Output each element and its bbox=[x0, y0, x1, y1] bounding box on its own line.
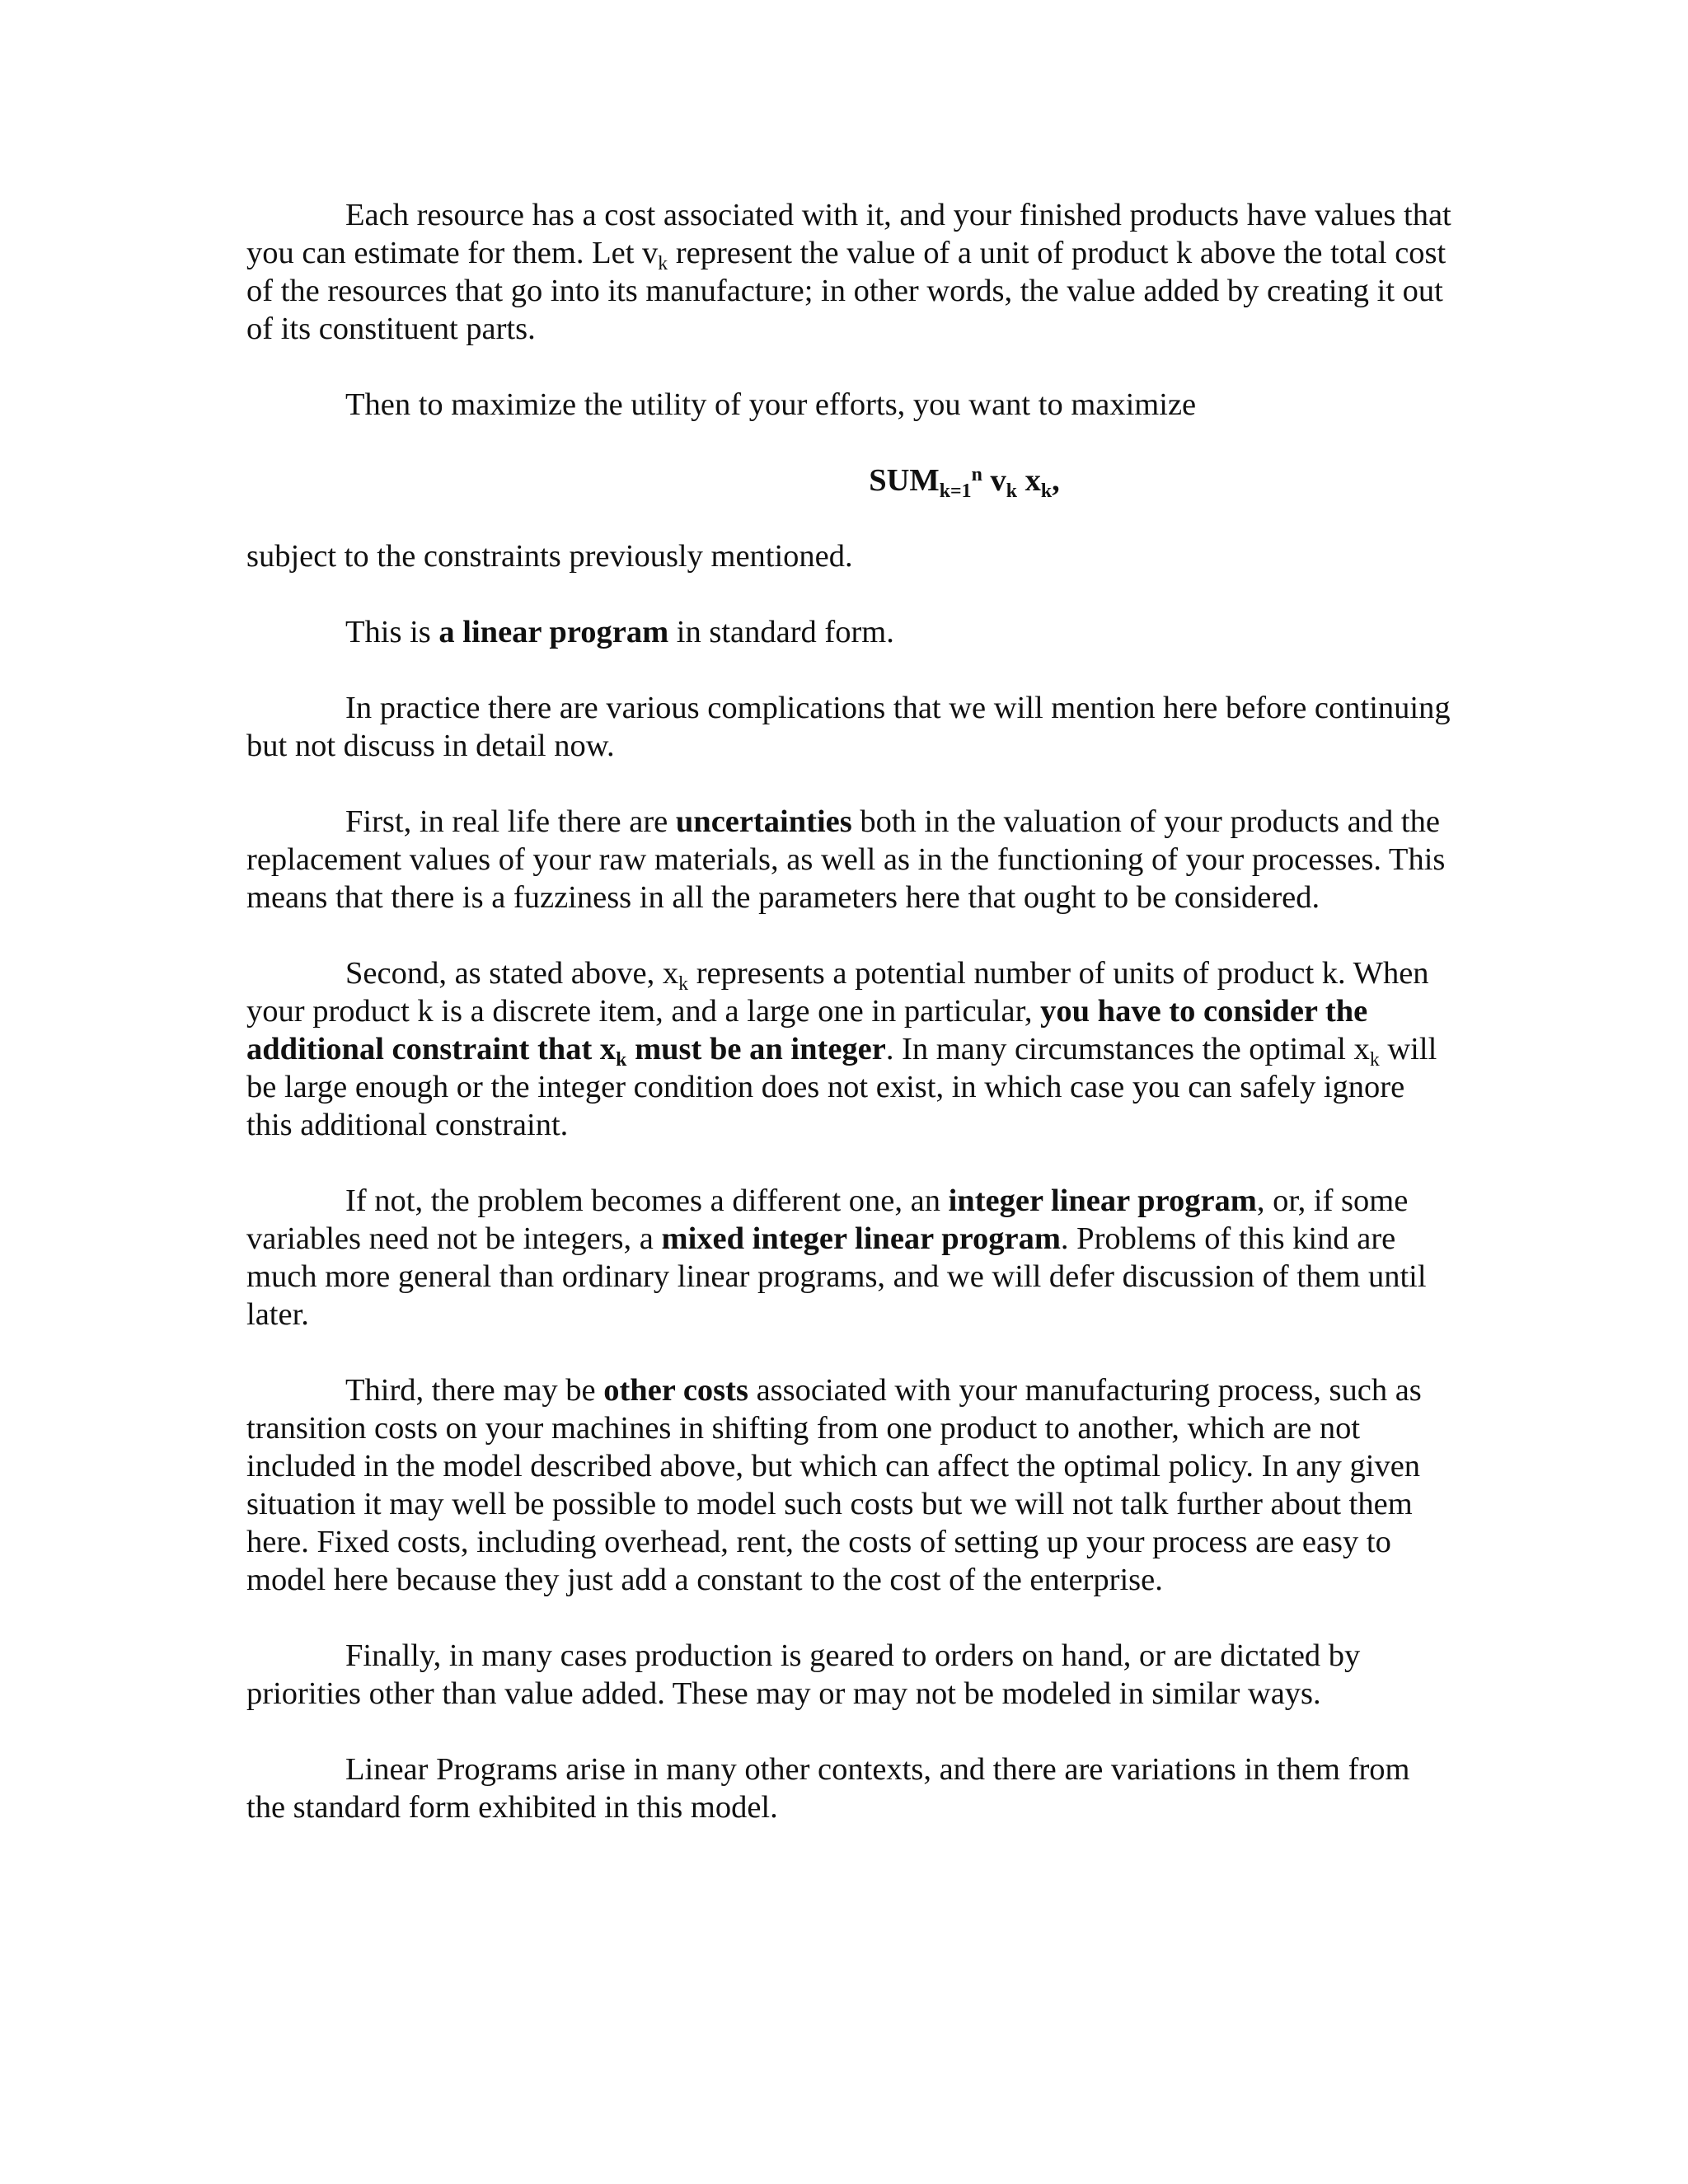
subscript: k bbox=[658, 252, 668, 274]
formula-comma: , bbox=[1052, 463, 1060, 498]
text: First, in real life there are bbox=[345, 804, 676, 839]
text: , or, if some variables need not be integers, a bbox=[246, 1183, 1409, 1256]
text: In practice there are various complications that we will mention here before continuing but not discuss in detail now. bbox=[246, 691, 1451, 763]
text: both in the valuation of your products and the replacement values of your raw materials, as well as in the functioning of your processes. This means that there is a fuzziness in all the parameters here that ought to be considered. bbox=[246, 804, 1446, 915]
paragraph-maximize-intro bbox=[246, 386, 1451, 424]
objective-formula bbox=[246, 462, 1451, 502]
text: associated with your manufacturing process, such as transition costs on your machines in shifting from one product to another, which are not included in the model described above, but which can affect the optimal policy. In any given situation it may well be possible to model such costs but we will not talk further about them here. Fixed costs, including overhead, rent, the costs of setting up your process are easy to model here because they just add a constant to the cost of the enterprise. bbox=[246, 1373, 1422, 1597]
text: subject to the constraints previously mentioned. bbox=[246, 539, 853, 574]
text: represent the value of a unit of product k above the total cost of the resources that go into its manufacture; in other words, the value added by creating it out of its constituent parts. bbox=[246, 236, 1447, 346]
paragraph-integer-constraint bbox=[246, 954, 1451, 1144]
formula-sum-subscript: k=1 bbox=[939, 480, 972, 502]
formula-v: v bbox=[982, 463, 1006, 498]
text: Finally, in many cases production is geared to orders on hand, or are dictated by priorities other than value added. These may or may not be modeled in similar ways. bbox=[246, 1638, 1361, 1711]
text: . Problems of this kind are much more general than ordinary linear programs, and we will defer discussion of them until later. bbox=[246, 1221, 1427, 1332]
bold-term: integer linear program bbox=[948, 1183, 1257, 1218]
text: . In many circumstances the optimal x bbox=[885, 1032, 1370, 1066]
paragraph-other-costs bbox=[246, 1371, 1451, 1599]
paragraph-linear-program bbox=[246, 613, 1451, 651]
text: Second, as stated above, x bbox=[345, 956, 679, 991]
text: Linear Programs arise in many other contexts, and there are variations in them from the standard form exhibited in this model. bbox=[246, 1752, 1410, 1825]
bold-term: uncertainties bbox=[675, 804, 852, 839]
paragraph-integer-program bbox=[246, 1182, 1451, 1333]
paragraph-other-contexts bbox=[246, 1750, 1451, 1826]
subscript: k bbox=[1369, 1048, 1380, 1071]
paragraph-uncertainties bbox=[246, 803, 1451, 916]
paragraph-value-added bbox=[246, 196, 1451, 348]
text: Each resource has a cost associated with it, and your finished products have values that you can estimate for them. Let v bbox=[246, 198, 1451, 270]
bold-term: other costs bbox=[603, 1373, 748, 1408]
text: This is bbox=[345, 615, 439, 649]
bold-term: mixed integer linear program bbox=[661, 1221, 1061, 1256]
formula-x: x bbox=[1017, 463, 1041, 498]
text: If not, the problem becomes a different one, an bbox=[345, 1183, 949, 1218]
document-page bbox=[246, 196, 1451, 1864]
formula-sum: SUM bbox=[869, 463, 940, 498]
subscript: k bbox=[616, 1048, 627, 1071]
text: in standard form. bbox=[668, 615, 894, 649]
text: must be an integer bbox=[626, 1032, 886, 1066]
text: you have to consider the additional constraint that x bbox=[246, 994, 1368, 1066]
text: represents a potential number of units of product k. When your product k is a discrete item, and a large one in particular, bbox=[246, 956, 1429, 1029]
text: will be large enough or the integer condition does not exist, in which case you can safely ignore this additional constraint. bbox=[246, 1032, 1437, 1142]
text: Then to maximize the utility of your efforts, you want to maximize bbox=[345, 387, 1197, 422]
bold-term: a linear program bbox=[438, 615, 669, 649]
text: Third, there may be bbox=[345, 1373, 604, 1408]
paragraph-subject-to bbox=[246, 537, 1451, 575]
paragraph-finally bbox=[246, 1637, 1451, 1713]
formula-v-subscript: k bbox=[1006, 480, 1017, 502]
subscript: k bbox=[678, 972, 689, 995]
formula-x-subscript: k bbox=[1040, 480, 1053, 502]
paragraph-complications bbox=[246, 689, 1451, 765]
formula-sum-superscript: n bbox=[971, 464, 982, 486]
